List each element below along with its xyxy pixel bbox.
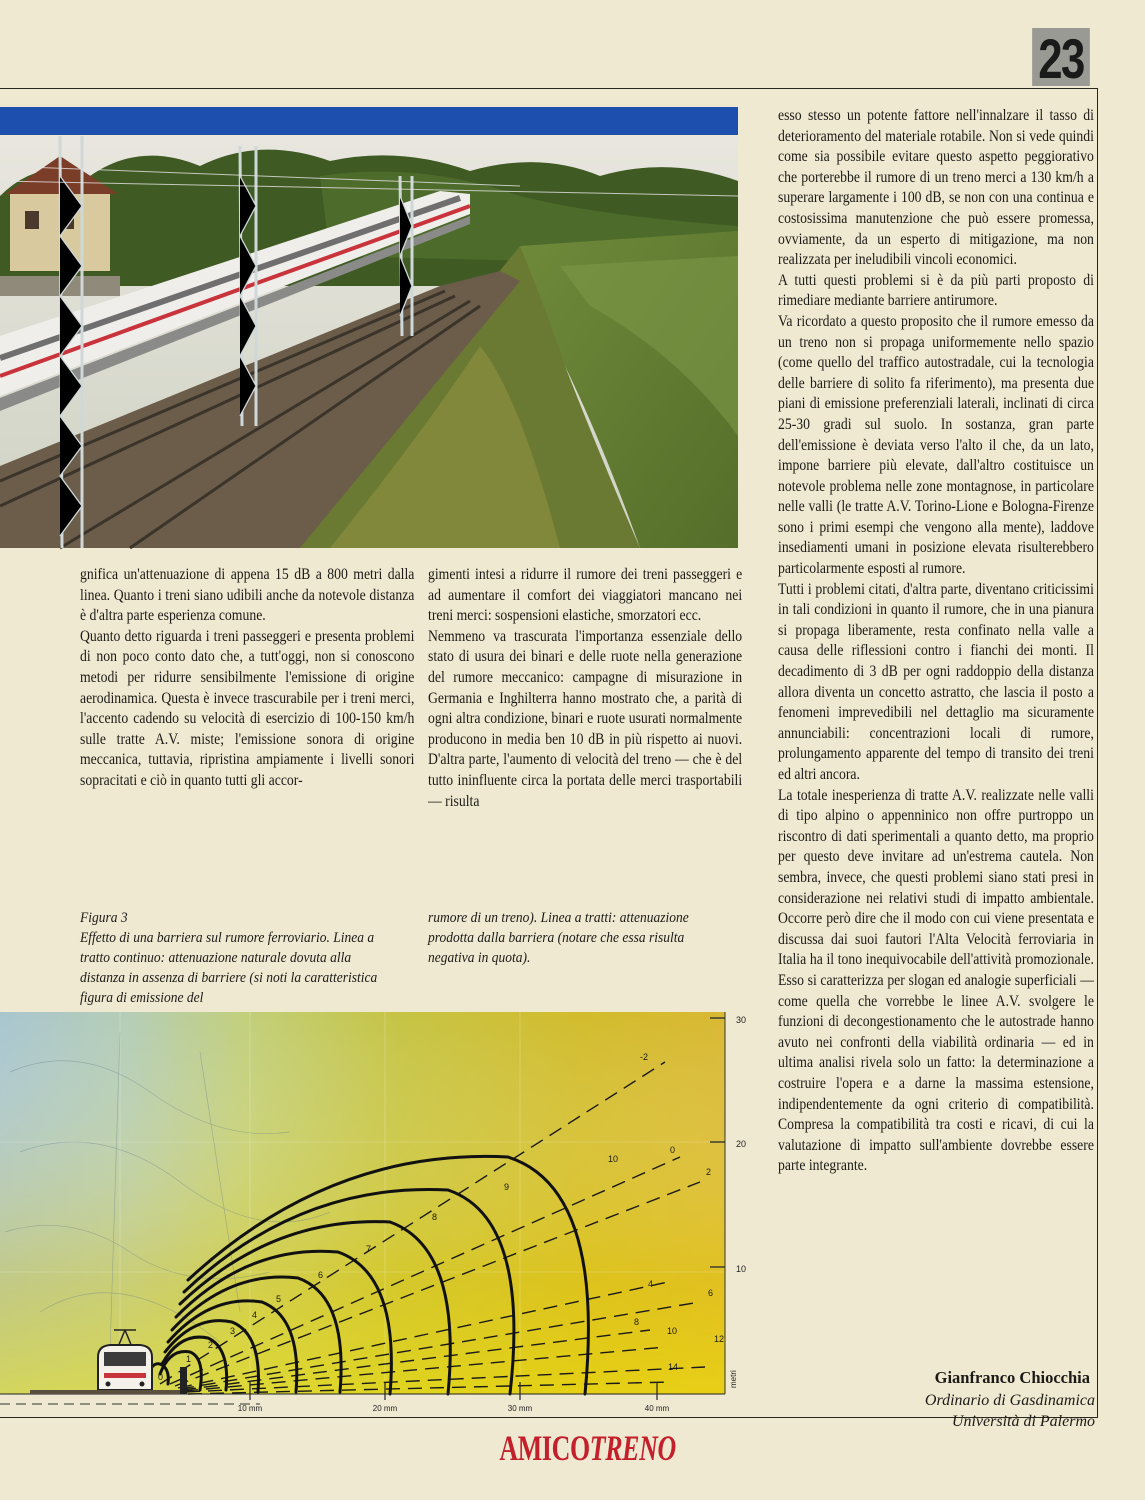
dashed-label-2: 2	[706, 1167, 712, 1177]
figure-caption-part-1: Figura 3 Effetto di una barriera sul rumore ferroviario. Linea a tratto continuo: attenuazione naturale dovuta alla distanza in assenza di barriere (si noti la caratteristica figura di emissione del	[80, 910, 378, 1006]
curve-label-1: 1	[186, 1354, 192, 1364]
section-color-bar	[0, 107, 738, 135]
dashed-label-8: 8	[634, 1317, 640, 1327]
logo-prefix: AMICO	[499, 1428, 590, 1468]
right-tick-30: 30	[736, 1015, 747, 1025]
noise-barrier-diagram	[0, 1012, 745, 1420]
train-photo	[0, 136, 738, 548]
curve-label-9: 9	[504, 1182, 510, 1192]
dashed-label-14: 14	[668, 1362, 679, 1372]
curve-label-5: 5	[276, 1294, 282, 1304]
dashed-label-6: 6	[708, 1288, 714, 1298]
dashed-label-10: 10	[667, 1326, 678, 1336]
bottom-tick-10mm: 10 mm	[237, 1404, 263, 1413]
curve-label-0: 0	[158, 1372, 164, 1382]
col3-paragraph-3: Va ricordato a questo proposito che il rumore emesso da un treno non si propaga uniformemente nello spazio (come quello del traffico autostradale, cui la tecnologia delle barriere di solito fa riferimento), ma presenta due piani di emissione preferenziali laterali, inclinati di circa 25-30 gradi sul suolo. In sostanza, gran parte dell'emissione è deviata verso l'alto il che, da un lato, impone barriere più elevate, dall'altro costituisce un notevole problema nelle zone montagnose, in particolare nelle valli (le tratte A.V. Torino-Lione e Bologna-Firenze sono i primi esempi che vengono alla mente), laddove insediamenti umani in posizione elevata risulterebbero particolarmente esposti al rumore.	[778, 312, 1094, 578]
dashed-label-0: 0	[670, 1145, 676, 1155]
curve-label-2: 2	[208, 1340, 214, 1350]
magazine-logo	[499, 1428, 676, 1468]
curve-label-7: 7	[366, 1244, 372, 1254]
logo-suffix: TRENO	[589, 1428, 676, 1468]
col2-paragraph-2: Nemmeno va trascurata l'importanza essenziale dello stato di usura dei binari e delle ruote nella generazione del rumore meccanico: campagne di misurazione in Germania e Inghilterra hanno mostrato che, a parità di ogni altra condizione, binari e ruote usurati normalmente producono in media ben 10 dB in più rispetto ai nuovi. D'altra parte, l'aumento di velocità del treno — che è del tutto ininfluente circa la portata delle merci trasportabili — risulta	[428, 627, 743, 810]
dashed-label-m2: -2	[640, 1052, 649, 1062]
curve-label-10: 10	[608, 1154, 619, 1164]
article-column-2	[428, 565, 742, 812]
author-affiliation	[740, 1390, 1095, 1432]
right-tick-10: 10	[736, 1264, 747, 1274]
article-column-3	[778, 106, 1094, 1177]
author-name: Gianfranco Chiocchia	[934, 1368, 1090, 1387]
col3-paragraph-1: esso stesso un potente fattore nell'innalzare il tasso di deterioramento del materiale rotabile. Non si vede quindi come sia possibile evitare questo aspetto peggiorativo che porterebbe il rumore di un treno merci a 130 km/h a superare largamente i 100 dB, se non con una continua e costosissima manutenzione che può essere promessa, ovviamente, da un esperto di mitigazione, ma non realizzata per ineludibili vincoli economici.	[778, 107, 1094, 269]
noise-barrier-figure	[0, 1012, 745, 1420]
noise-barrier-icon	[180, 1367, 187, 1394]
train-photo-illustration	[0, 136, 738, 548]
header-rule	[0, 88, 1098, 89]
dashed-label-4: 4	[648, 1279, 654, 1289]
col2-paragraph-1: gimenti intesi a ridurre il rumore dei treni passeggeri e ad aumentare il comfort dei viaggiatori mancano nei treni merci: sospensioni elastiche, smorzatori ecc.	[428, 566, 743, 625]
curve-label-3: 3	[230, 1326, 236, 1336]
bottom-tick-20mm: 20 mm	[372, 1404, 398, 1413]
col1-paragraph-2: Quanto detto riguarda i treni passeggeri e presenta problemi di non poco conto dato che, a tutt'oggi, non si conoscono metodi per ridurre sensibilmente l'emissione di origine aerodinamica. Questa è invece trascurabile per i treni merci, l'accento cadendo su velocità di esercizio di 100-150 km/h sulle tratte A.V. miste; l'emissione sonora di origine meccanica, tuttavia, ripristina ampiamente i livelli sonori sopracitati e ciò in quanto tutti gli accor-	[80, 627, 415, 789]
bottom-tick-30mm: 30 mm	[507, 1404, 533, 1413]
frame-right-rule	[1097, 88, 1098, 1418]
col3-paragraph-4: Tutti i problemi citati, d'altra parte, diventano criticissimi in tali condizioni in quanto il rumore, che in una pianura si propaga liberamente, resta confinato nella valle a causa delle riflessioni contro i fianchi dei monti. Il decadimento di 3 dB per ogni raddoppio della distanza allora diventa un concetto astratto, che lascia il posto a fenomeni imprevedibili nel dettaglio ma sicuramente annunciabili: concentrazioni locali di rumore, prolungamento apparente del tempo di transito dei treni ed altri ancora.	[778, 580, 1094, 783]
page-number: 23	[1032, 28, 1090, 86]
affiliation-line-2: Università di Palermo	[951, 1413, 1095, 1430]
curve-label-8: 8	[432, 1212, 438, 1222]
right-axis-label: metri	[729, 1370, 738, 1388]
affiliation-line-1: Ordinario di Gasdinamica	[924, 1392, 1095, 1409]
right-tick-20: 20	[736, 1139, 747, 1149]
col1-paragraph-1: gnifica un'attenuazione di appena 15 dB a 800 metri dalla linea. Quanto i treni siano udibili anche da notevole distanza è d'altra parte esperienza comune.	[80, 566, 415, 625]
curve-label-4: 4	[252, 1310, 258, 1320]
figure-caption-part-2: rumore di un treno). Linea a tratti: attenuazione prodotta dalla barriera (notare che essa risulta negativa in quota).	[428, 910, 689, 966]
col3-paragraph-5: La totale inesperienza di tratte A.V. realizzate nelle valli di tipo alpino o appenninico non offre purtroppo un riscontro di dati sperimentali a quanto detto, ma proprio per questo deve invitare ad un'estrema cautela. Non sembra, invece, che questi problemi siano stati presi in considerazione nei relativi studi di impatto ambientale. Occorre però dire che il modo con cui viene presentata e discussa dai suoi fautori l'Alta Velocità ferroviaria in Italia ha il tono inequivocabile dell'attività promozionale. Esso si caratterizza per slogan ed analogie superficiali — come quella che vorrebbe le linee A.V. svolgere le funzioni di decongestionamento che le autostrade hanno avuto nei confronti della viabilità ordinaria — ed in ultima analisi rivela solo un fatto: la determinazione a costruire l'opera e a darne la massima estensione, indipendentemente da ogni criterio di compatibilità. Compresa la compatibilità tra costi e ricavi, di cui la valutazione di impatto sull'ambiente dovrebbe essere parte integrante.	[778, 786, 1094, 1175]
bottom-tick-40mm: 40 mm	[644, 1404, 670, 1413]
col3-paragraph-2: A tutti questi problemi si è da più parti proposto di rimediare mediante barriere antirumore.	[778, 271, 1094, 310]
dashed-label-12: 12	[714, 1334, 725, 1344]
curve-label-6: 6	[318, 1270, 324, 1280]
article-column-1	[80, 565, 414, 792]
